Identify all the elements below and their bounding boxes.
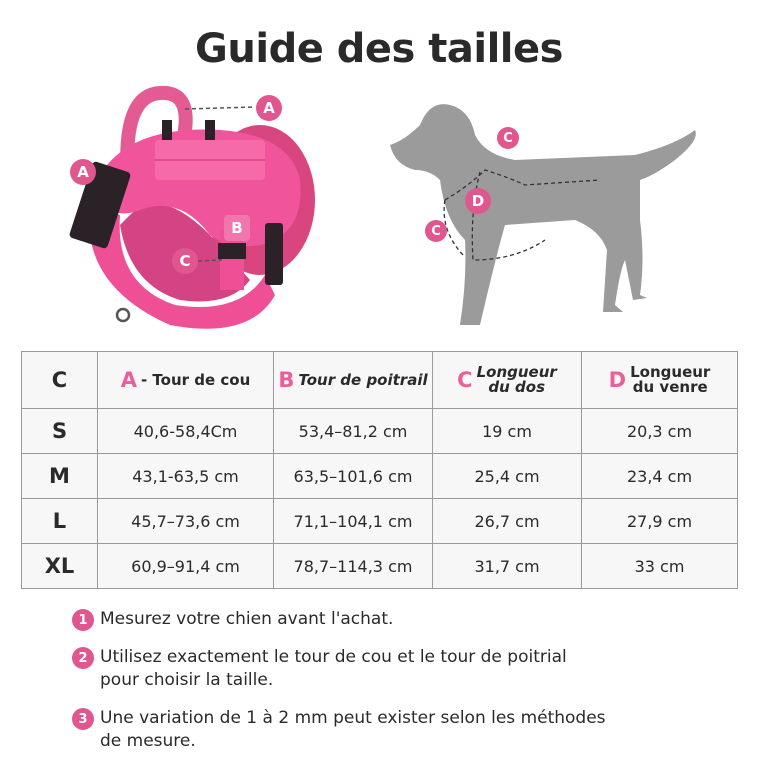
list-item (72, 646, 712, 692)
dog-silhouette-illustration (385, 100, 705, 330)
page-title: Guide des tailles (195, 26, 563, 72)
neck-cell: 40,6-58,4Cm (98, 409, 274, 454)
header-chest (274, 352, 433, 409)
note-text: Une variation de 1 à 2 mm peut exister selon les méthodes (100, 708, 606, 728)
size-table (21, 351, 738, 589)
size-cell: S (22, 409, 98, 454)
number-badge-icon: 2 (72, 647, 94, 669)
header-belly (582, 352, 738, 409)
label-b-badge: B (224, 215, 250, 241)
belly-cell: 27,9 cm (582, 499, 738, 544)
label-c-badge: C (172, 248, 198, 274)
chest-cell: 71,1–104,1 cm (274, 499, 433, 544)
label-a-badge: A (70, 159, 96, 185)
chest-cell: 63,5–101,6 cm (274, 454, 433, 499)
header-label-line1: Longueur (476, 363, 557, 381)
belly-cell: 23,4 cm (582, 454, 738, 499)
header-letter-c: C (457, 368, 473, 392)
header-letter-d: D (608, 368, 627, 392)
label-a-badge: A (256, 95, 282, 121)
list-item (72, 707, 712, 753)
size-cell: XL (22, 544, 98, 589)
neck-cell: 60,9–91,4 cm (98, 544, 274, 589)
header-label: - Tour de cou (140, 371, 251, 389)
table-row (22, 499, 738, 544)
notes-list (72, 608, 712, 768)
label-c-badge: C (425, 220, 447, 242)
number-badge-icon: 3 (72, 708, 94, 730)
header-label-line1: Longueur (630, 363, 711, 381)
table-row (22, 454, 738, 499)
header-label-line2: du venre (632, 378, 708, 396)
header-size: C (22, 352, 98, 409)
header-label-line2: du dos (488, 378, 545, 396)
harness-illustration (60, 85, 330, 340)
header-neck (98, 352, 274, 409)
size-cell: L (22, 499, 98, 544)
list-item (72, 608, 712, 631)
note-text: Utilisez exactement le tour de cou et le tour de poitrial (100, 647, 567, 667)
back-cell: 25,4 cm (433, 454, 582, 499)
belly-cell: 33 cm (582, 544, 738, 589)
label-d-badge: D (465, 188, 491, 214)
note-text-line2: de mesure. (100, 731, 196, 751)
back-cell: 26,7 cm (433, 499, 582, 544)
chest-cell: 53,4–81,2 cm (274, 409, 433, 454)
chest-cell: 78,7–114,3 cm (274, 544, 433, 589)
table-row (22, 409, 738, 454)
note-text: Mesurez votre chien avant l'achat. (100, 609, 394, 629)
header-letter-b: B (278, 368, 295, 392)
number-badge-icon: 1 (72, 609, 94, 631)
neck-cell: 43,1-63,5 cm (98, 454, 274, 499)
note-text-line2: pour choisir la taille. (100, 670, 274, 690)
back-cell: 31,7 cm (433, 544, 582, 589)
neck-cell: 45,7–73,6 cm (98, 499, 274, 544)
size-cell: M (22, 454, 98, 499)
header-back (433, 352, 582, 409)
table-header-row (22, 352, 738, 409)
header-letter-a: A (120, 368, 137, 392)
table-row (22, 544, 738, 589)
header-label: Tour de poitrail (298, 371, 428, 389)
label-c-badge: C (497, 127, 519, 149)
back-cell: 19 cm (433, 409, 582, 454)
belly-cell: 20,3 cm (582, 409, 738, 454)
